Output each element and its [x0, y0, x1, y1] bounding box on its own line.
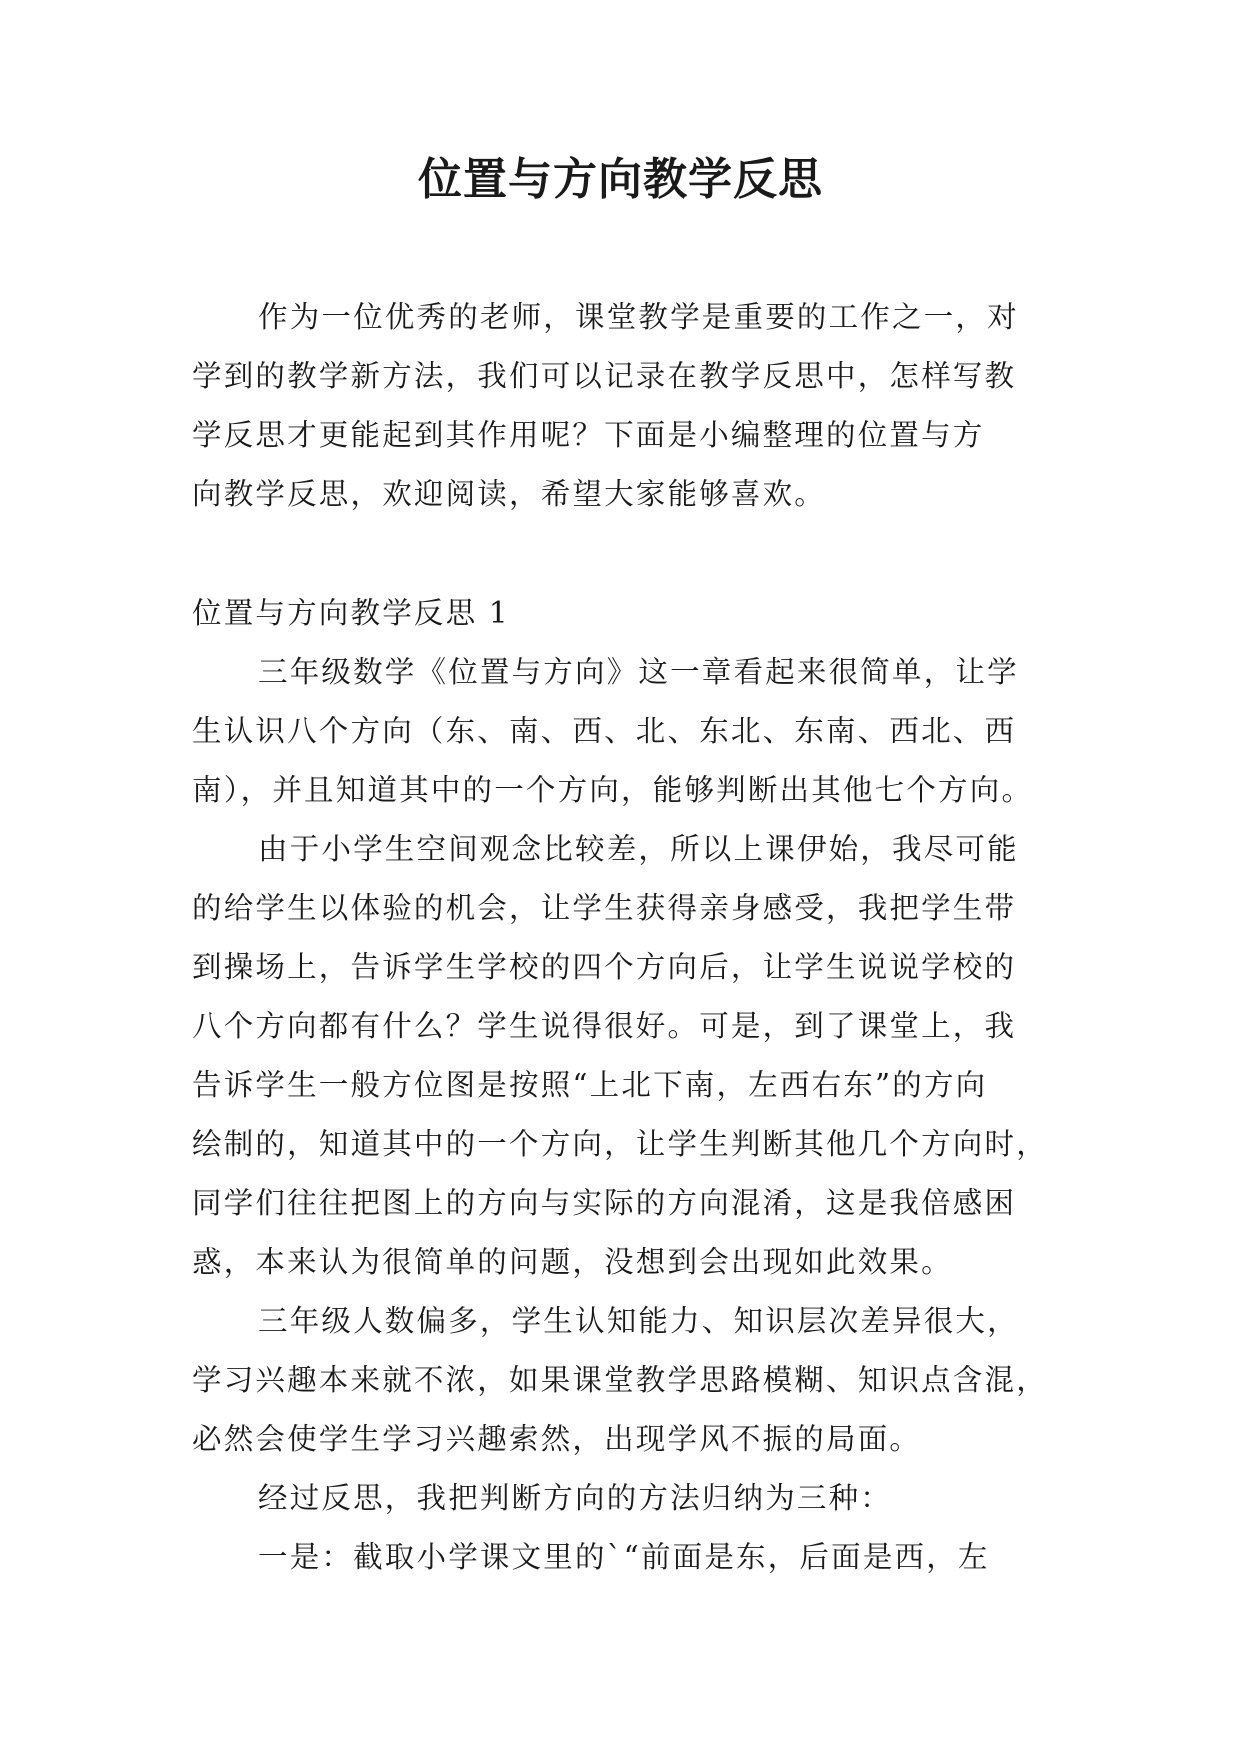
intro-paragraph: [192, 288, 1054, 524]
section-heading: [192, 584, 1054, 643]
text-line: 一是：截取小学课文里的`“前面是东，后面是西，左: [258, 1540, 990, 1574]
paragraph: [192, 820, 1054, 1292]
paragraph: [192, 1528, 1054, 1587]
text-line: 向教学反思，欢迎阅读，希望大家能够喜欢。: [192, 477, 827, 511]
text-line: 惑，本来认为很简单的问题，没想到会出现如此效果。: [192, 1245, 953, 1279]
text-line: 八个方向都有什么？学生说得很好。可是，到了课堂上，我: [192, 1009, 1017, 1043]
paragraph: [192, 643, 1054, 820]
section-heading-text: 位置与方向教学反思 1: [192, 596, 510, 630]
text-line: 学习兴趣本来就不浓，如果课堂教学思路模糊、知识点含混，: [192, 1363, 1048, 1397]
text-line: 生认识八个方向（东、南、西、北、东北、东南、西北、西: [192, 714, 1017, 748]
text-line: 学反思才更能起到其作用呢？下面是小编整理的位置与方: [192, 418, 985, 452]
text-line: 必然会使学生学习兴趣索然，出现学风不振的局面。: [192, 1422, 922, 1456]
text-line: 三年级数学《位置与方向》这一章看起来很简单，让学: [258, 655, 1019, 689]
text-line: 南），并且知道其中的一个方向，能够判断出其他七个方向。: [192, 773, 1034, 807]
text-line: 经过反思，我把判断方向的方法归纳为三种：: [258, 1481, 893, 1515]
text-line: 到操场上，告诉学生学校的四个方向后，让学生说说学校的: [192, 950, 1017, 984]
text-line: 同学们往往把图上的方向与实际的方向混淆，这是我倍感困: [192, 1186, 1017, 1220]
document-body: [192, 288, 1054, 1587]
text-line: 学到的教学新方法，我们可以记录在教学反思中，怎样写教: [192, 359, 1017, 393]
text-line: 告诉学生一般方位图是按照“上北下南，左西右东”的方向: [192, 1068, 988, 1102]
text-line: 由于小学生空间观念比较差，所以上课伊始，我尽可能: [258, 832, 1019, 866]
paragraph: [192, 1469, 1054, 1528]
page-title: 位置与方向教学反思: [418, 154, 823, 205]
text-line: 作为一位优秀的老师，课堂教学是重要的工作之一，对: [258, 300, 1019, 334]
text-line: 的给学生以体验的机会，让学生获得亲身感受，我把学生带: [192, 891, 1017, 925]
text-line: 绘制的，知道其中的一个方向，让学生判断其他几个方向时，: [192, 1127, 1048, 1161]
text-line: 三年级人数偏多，学生认知能力、知识层次差异很大，: [258, 1304, 1019, 1338]
paragraph: [192, 1292, 1054, 1469]
section-spacer: [192, 524, 1054, 584]
